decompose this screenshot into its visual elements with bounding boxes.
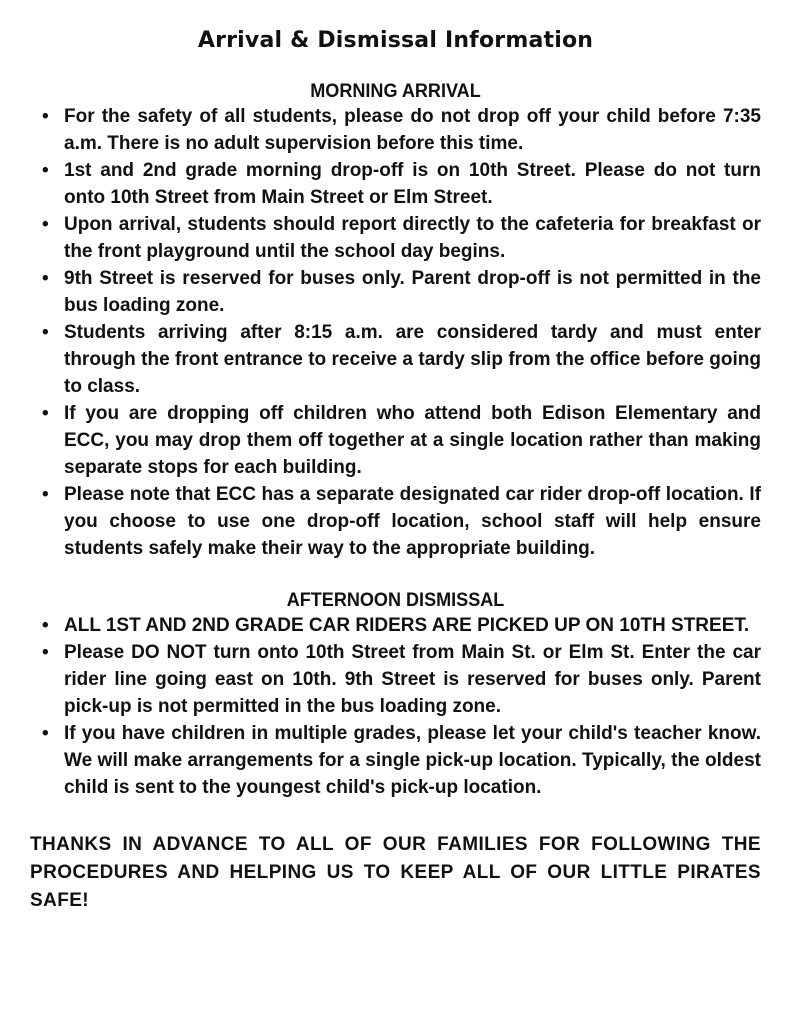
bullet-icon: • [42, 642, 49, 663]
bullet-icon: • [42, 723, 49, 744]
list-item-text: If you are dropping off children who attend both Edison Elementary and ECC, you may drop them off together at a single location rather than making separate stops for each building. [64, 403, 761, 478]
bullet-icon: • [42, 214, 49, 235]
afternoon-dismissal-list [30, 612, 761, 801]
list-item-text: 1st and 2nd grade morning drop-off is on 10th Street. Please do not turn onto 10th Street from Main Street or Elm Street. [64, 160, 761, 208]
bullet-icon: • [42, 268, 49, 289]
list-item-text: ALL 1ST AND 2ND GRADE CAR RIDERS ARE PICKED UP ON 10TH STREET. [64, 615, 750, 636]
list-item [30, 157, 761, 211]
section-spacer [30, 562, 761, 590]
list-item [30, 612, 761, 639]
document-title: Arrival & Dismissal Information [197, 28, 594, 53]
list-item-text: For the safety of all students, please do not drop off your child before 7:35 a.m. There is no adult supervision before this time. [64, 106, 761, 154]
afternoon-dismissal-heading: AFTERNOON DISMISSAL [286, 590, 505, 611]
bullet-icon: • [42, 403, 49, 424]
morning-arrival-list [30, 103, 761, 562]
list-item [30, 639, 761, 720]
list-item [30, 481, 761, 562]
bullet-icon: • [42, 160, 49, 181]
list-item [30, 400, 761, 481]
list-item-text: Students arriving after 8:15 a.m. are considered tardy and must enter through the front entrance to receive a tardy slip from the office before going to class. [64, 322, 761, 397]
list-item [30, 720, 761, 801]
list-item-text: 9th Street is reserved for buses only. Parent drop-off is not permitted in the bus loading zone. [64, 268, 761, 316]
list-item [30, 103, 761, 157]
bullet-icon: • [42, 106, 49, 127]
list-item [30, 211, 761, 265]
bullet-icon: • [42, 615, 49, 636]
bullet-icon: • [42, 322, 49, 343]
list-item-text: Upon arrival, students should report directly to the cafeteria for breakfast or the front playground until the school day begins. [64, 214, 761, 262]
list-item [30, 265, 761, 319]
list-item [30, 319, 761, 400]
closing-message: THANKS IN ADVANCE TO ALL OF OUR FAMILIES FOR FOLLOWING THE PROCEDURES AND HELPING US TO KEEP ALL OF OUR LITTLE PIRATES SAFE! [30, 834, 761, 911]
bullet-icon: • [42, 484, 49, 505]
list-item-text: If you have children in multiple grades, please let your child's teacher know. We will make arrangements for a single pick-up location. Typically, the oldest child is sent to the youngest child's pick-up location. [64, 723, 761, 798]
morning-arrival-heading: MORNING ARRIVAL [310, 81, 481, 102]
list-item-text: Please DO NOT turn onto 10th Street from Main St. or Elm St. Enter the car rider line going east on 10th. 9th Street is reserved for buses only. Parent pick-up is not permitted in the bus loading zone. [64, 642, 761, 717]
list-item-text: Please note that ECC has a separate designated car rider drop-off location. If you choose to use one drop-off location, school staff will help ensure students safely make their way to the appropriate building. [64, 484, 761, 559]
